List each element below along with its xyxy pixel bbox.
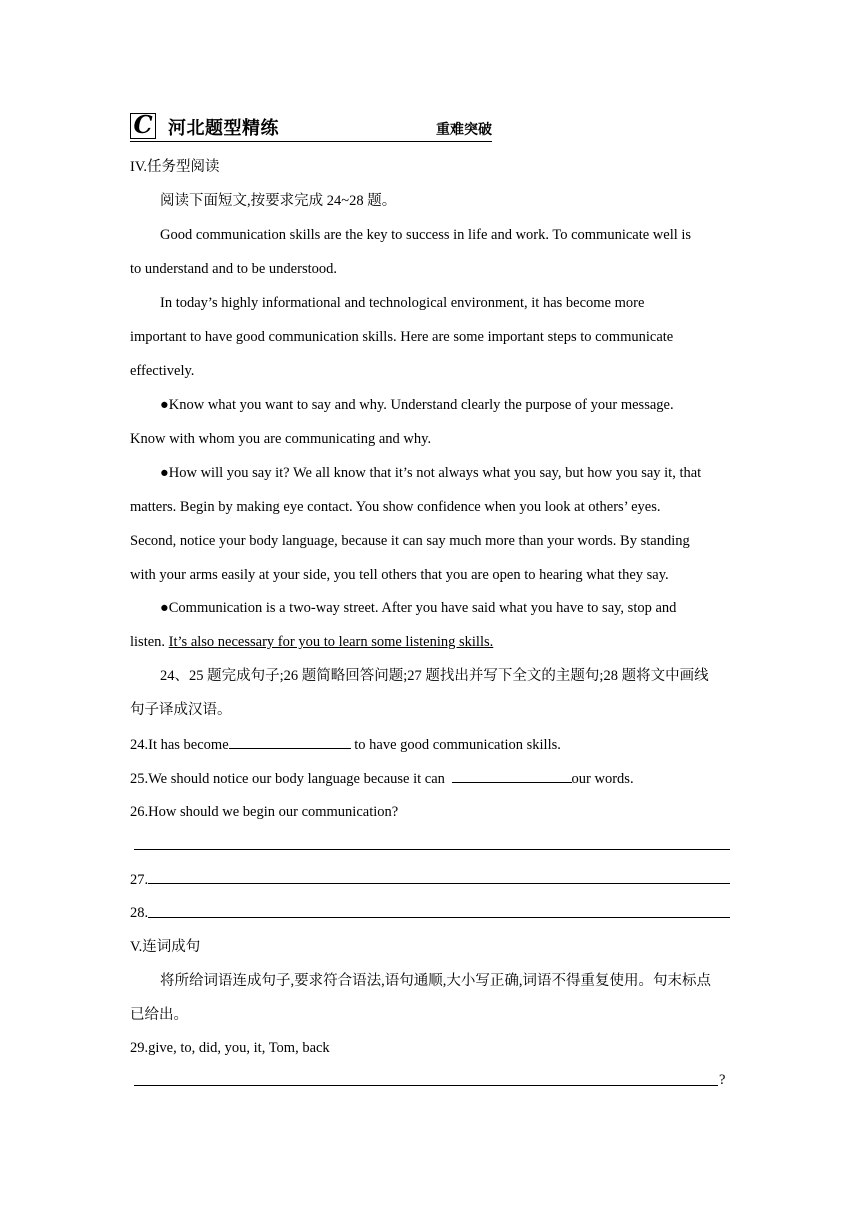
section5-instruction: 将所给词语连成句子,要求符合语法,语句通顺,大小写正确,词语不得重复使用。句末标点 — [160, 973, 711, 989]
question-27: 27. — [130, 872, 149, 888]
answer-line-26[interactable] — [134, 849, 730, 850]
task-instruction: 句子译成汉语。 — [130, 702, 232, 718]
answer-blank-24[interactable] — [229, 734, 351, 749]
passage-line: matters. Begin by making eye contact. You show confidence when you look at others’ eyes. — [130, 499, 661, 515]
c-logo-icon: C — [130, 113, 156, 139]
section4-instruction: 阅读下面短文,按要求完成 24~28 题。 — [160, 193, 397, 209]
passage-line: Know with whom you are communicating and why. — [130, 431, 432, 447]
section5-instruction: 已给出。 — [130, 1007, 188, 1023]
passage-line: important to have good communication skills. Here are some important steps to communicate — [130, 329, 674, 345]
passage-line — [130, 632, 493, 652]
passage-line: Second, notice your body language, because it can say much more than your words. By standing — [130, 533, 690, 549]
answer-blank-25[interactable] — [452, 768, 572, 783]
header-right-label: 重难突破 — [436, 122, 492, 138]
section5-heading: V.连词成句 — [130, 939, 201, 955]
task-instruction: 24、25 题完成句子;26 题简略回答问题;27 题找出并写下全文的主题句;28 题将文中画线 — [160, 668, 709, 684]
passage-line: ●Know what you want to say and why. Understand clearly the purpose of your message. — [160, 397, 674, 413]
question-25: 25.We should notice our body language because it can our words. — [130, 768, 634, 789]
passage-line: to understand and to be understood. — [130, 261, 337, 277]
passage-text: listen. — [130, 634, 169, 650]
answer-line-28[interactable] — [148, 917, 730, 918]
question-24: 24.It has become to have good communication skills. — [130, 734, 561, 755]
passage-line: ●Communication is a two-way street. After you have said what you have to say, stop and — [160, 600, 677, 616]
question-29: 29.give, to, did, you, it, Tom, back — [130, 1040, 330, 1056]
question-29-end-mark: ? — [719, 1072, 726, 1088]
passage-line: Good communication skills are the key to success in life and work. To communicate well is — [160, 227, 692, 243]
answer-line-29[interactable] — [134, 1085, 718, 1086]
section4-heading: IV.任务型阅读 — [130, 159, 220, 175]
answer-line-27[interactable] — [148, 883, 730, 884]
question-28: 28. — [130, 905, 149, 921]
passage-line: In today’s highly informational and technological environment, it has become more — [160, 295, 645, 311]
header-title: 河北题型精练 — [168, 118, 279, 139]
passage-line: ●How will you say it? We all know that it’s not always what you say, but how you say it, that — [160, 465, 702, 481]
passage-line: with your arms easily at your side, you tell others that you are open to hearing what they say. — [130, 567, 669, 583]
section-header — [130, 112, 492, 142]
underlined-sentence: It’s also necessary for you to learn some listening skills. — [168, 634, 494, 650]
passage-line: effectively. — [130, 363, 195, 379]
question-26: 26.How should we begin our communication? — [130, 804, 399, 820]
